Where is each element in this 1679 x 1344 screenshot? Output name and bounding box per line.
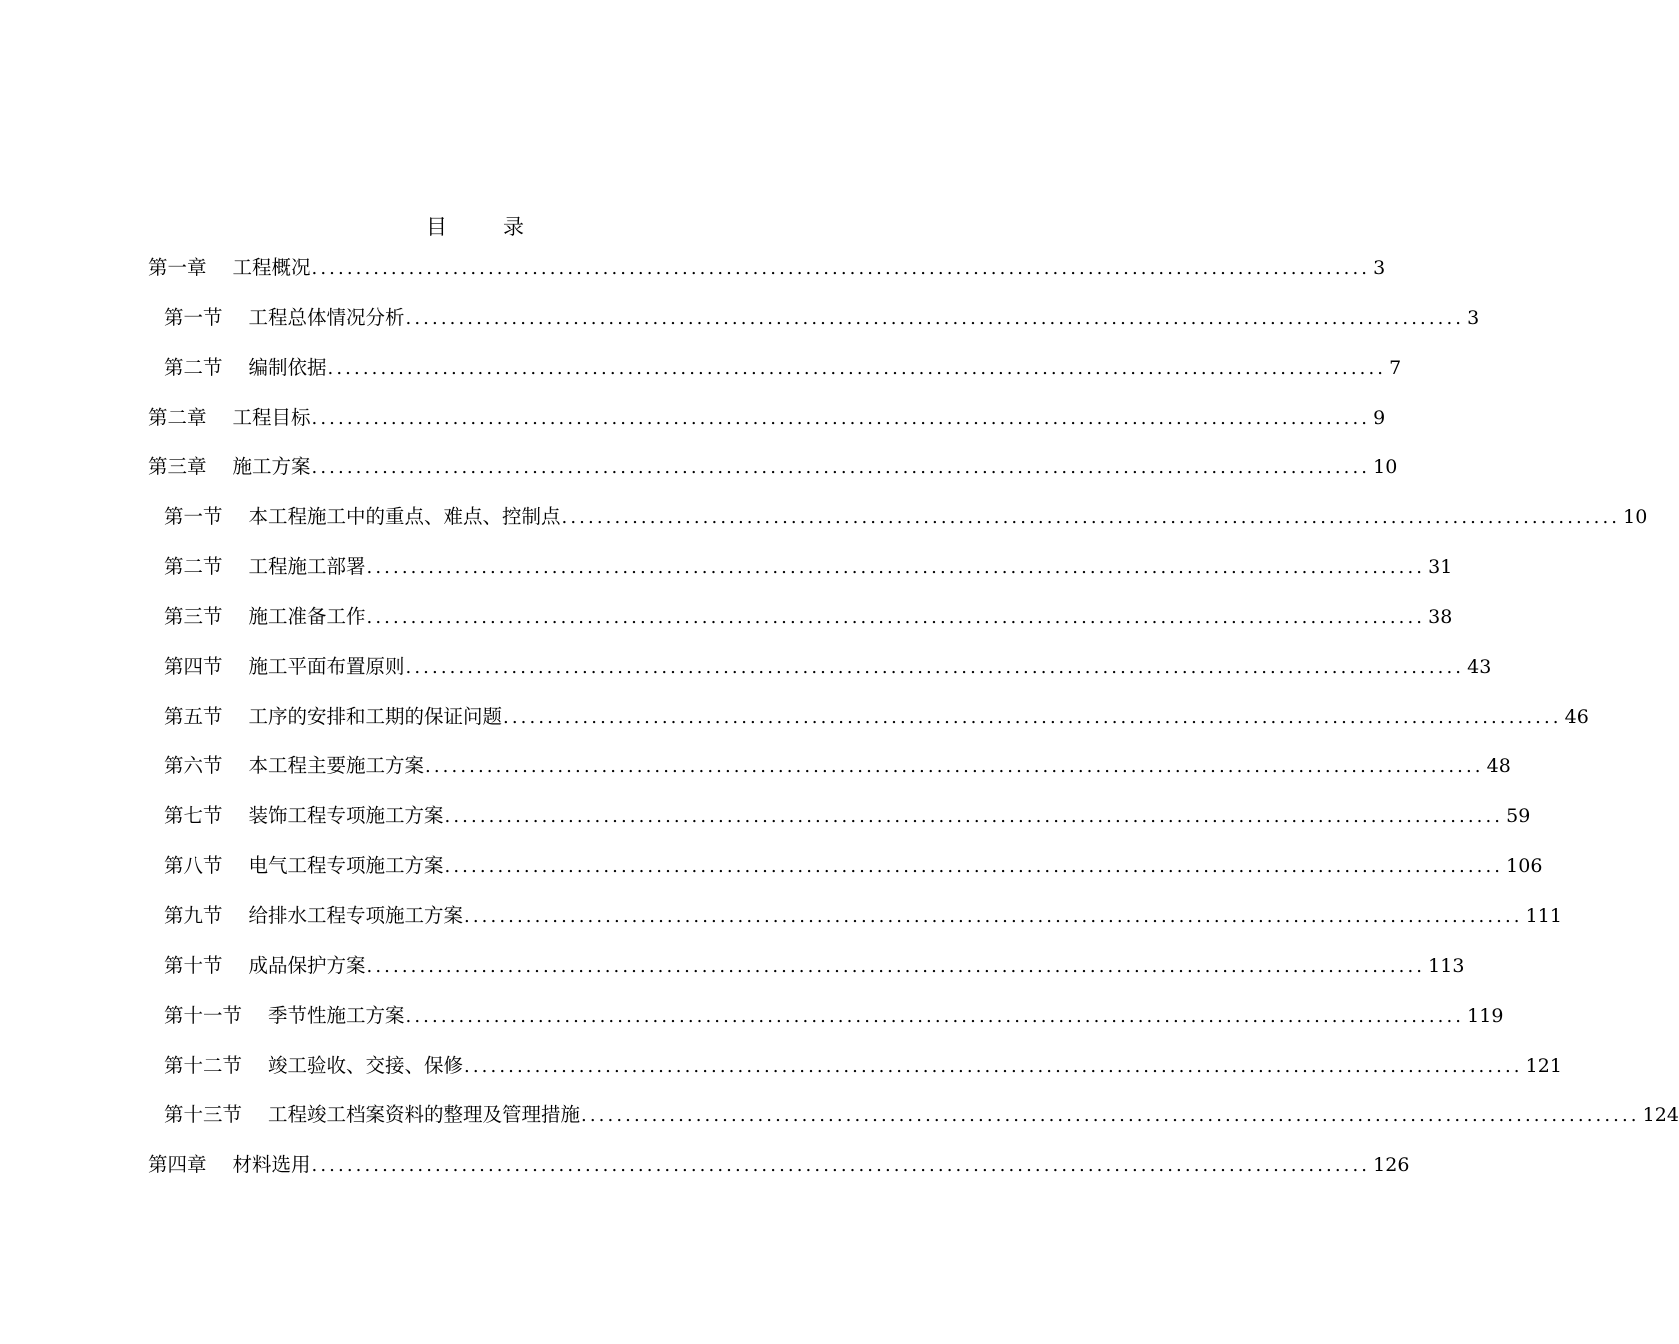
toc-entry-number: 第四章 bbox=[148, 1153, 207, 1177]
toc-dot-leader: ........................................................................................................................ bbox=[366, 606, 1426, 628]
toc-dot-leader: ........................................................................................................................ bbox=[311, 457, 1371, 479]
toc-entry-number: 第一章 bbox=[148, 256, 207, 279]
toc-dot-leader: ........................................................................................................................ bbox=[366, 557, 1426, 579]
toc-entry-page-number: 111 bbox=[1525, 904, 1562, 927]
toc-entry-number: 第一节 bbox=[164, 505, 223, 529]
toc-entry[interactable] bbox=[148, 252, 1386, 302]
toc-entry-page-number: 3 bbox=[1467, 306, 1480, 329]
toc-entry-number: 第十三节 bbox=[164, 1103, 243, 1127]
toc-dot-leader: ........................................................................................................................ bbox=[311, 258, 1371, 279]
toc-entry[interactable] bbox=[148, 900, 1562, 950]
toc-dot-leader: ........................................................................................................................ bbox=[405, 656, 1465, 678]
toc-entry[interactable] bbox=[148, 1099, 1679, 1149]
toc-entry-number: 第十二节 bbox=[164, 1053, 243, 1077]
toc-entry-title: 电气工程专项施工方案 bbox=[248, 854, 444, 878]
toc-entry-page-number: 124 bbox=[1642, 1104, 1679, 1127]
toc-entry-number: 第十一节 bbox=[164, 1003, 243, 1027]
toc-entry-page-number: 46 bbox=[1564, 705, 1589, 728]
toc-dot-leader: ........................................................................................................................ bbox=[405, 307, 1465, 329]
toc-entry-title: 装饰工程专项施工方案 bbox=[248, 804, 444, 828]
toc-entry-title: 材料选用 bbox=[232, 1153, 311, 1177]
toc-entry-title: 季节性施工方案 bbox=[268, 1003, 405, 1027]
toc-dot-leader: ........................................................................................................................ bbox=[561, 507, 1621, 529]
toc-entry-page-number: 121 bbox=[1525, 1054, 1562, 1077]
toc-entry-title: 工程目标 bbox=[232, 405, 311, 429]
toc-entry[interactable] bbox=[148, 1000, 1504, 1050]
toc-entry-number: 第二节 bbox=[164, 555, 223, 579]
toc-dot-leader: ........................................................................................................................ bbox=[311, 1155, 1371, 1177]
toc-entry[interactable] bbox=[148, 1149, 1410, 1199]
toc-entry-page-number: 48 bbox=[1486, 755, 1511, 778]
toc-title bbox=[0, 212, 950, 242]
toc-entry[interactable] bbox=[148, 651, 1492, 701]
toc-entry[interactable] bbox=[148, 701, 1589, 751]
toc-entry-number: 第三章 bbox=[148, 455, 207, 479]
toc-entry-title: 竣工验收、交接、保修 bbox=[268, 1053, 464, 1077]
toc-entry[interactable] bbox=[148, 800, 1531, 850]
toc-entry-number: 第六节 bbox=[164, 754, 223, 778]
toc-dot-leader: ........................................................................................................................ bbox=[311, 407, 1371, 429]
toc-list bbox=[148, 252, 1679, 1199]
toc-entry-number: 第五节 bbox=[164, 704, 223, 728]
toc-entry-number: 第一节 bbox=[164, 305, 223, 329]
toc-entry-title: 施工平面布置原则 bbox=[248, 654, 405, 678]
toc-entry-number: 第二节 bbox=[164, 355, 223, 379]
toc-entry-title: 工程总体情况分析 bbox=[248, 305, 405, 329]
toc-entry-page-number: 3 bbox=[1373, 257, 1386, 279]
toc-title-left: 目 bbox=[426, 215, 447, 239]
toc-dot-leader: ........................................................................................................................ bbox=[366, 955, 1426, 977]
toc-entry-title: 工程概况 bbox=[232, 256, 311, 279]
toc-entry[interactable] bbox=[148, 302, 1480, 352]
toc-entry[interactable] bbox=[148, 402, 1386, 452]
toc-entry-number: 第七节 bbox=[164, 804, 223, 828]
toc-dot-leader: ........................................................................................................................ bbox=[581, 1105, 1640, 1127]
toc-entry-page-number: 9 bbox=[1373, 406, 1386, 429]
toc-entry-title: 工序的安排和工期的保证问题 bbox=[248, 704, 503, 728]
toc-entry-page-number: 106 bbox=[1506, 855, 1543, 878]
toc-entry-title: 给排水工程专项施工方案 bbox=[248, 903, 464, 927]
toc-entry-title: 施工方案 bbox=[232, 455, 311, 479]
toc-dot-leader: ........................................................................................................................ bbox=[405, 1005, 1465, 1027]
toc-entry-number: 第十节 bbox=[164, 953, 223, 977]
toc-entry[interactable] bbox=[148, 601, 1453, 651]
toc-entry[interactable] bbox=[148, 501, 1648, 551]
toc-entry-page-number: 119 bbox=[1467, 1004, 1504, 1027]
toc-entry-title: 工程施工部署 bbox=[248, 555, 366, 579]
toc-entry-page-number: 38 bbox=[1428, 605, 1453, 628]
toc-entry[interactable] bbox=[148, 551, 1453, 601]
toc-entry-page-number: 31 bbox=[1428, 556, 1453, 579]
toc-entry[interactable] bbox=[148, 451, 1398, 501]
toc-entry-number: 第二章 bbox=[148, 405, 207, 429]
toc-entry-number: 第八节 bbox=[164, 854, 223, 878]
toc-dot-leader: ........................................................................................................................ bbox=[503, 706, 1562, 728]
toc-entry[interactable] bbox=[148, 1050, 1562, 1100]
toc-entry-page-number: 10 bbox=[1373, 456, 1398, 479]
toc-entry-title: 成品保护方案 bbox=[248, 953, 366, 977]
toc-entry-number: 第四节 bbox=[164, 654, 223, 678]
toc-entry-title: 施工准备工作 bbox=[248, 604, 366, 628]
toc-entry-page-number: 59 bbox=[1506, 805, 1531, 828]
toc-entry-title: 编制依据 bbox=[248, 355, 327, 379]
toc-entry[interactable] bbox=[148, 850, 1543, 900]
toc-entry-number: 第九节 bbox=[164, 903, 223, 927]
toc-entry-page-number: 126 bbox=[1373, 1154, 1410, 1177]
toc-entry[interactable] bbox=[148, 950, 1465, 1000]
toc-entry[interactable] bbox=[148, 750, 1511, 800]
toc-entry-title: 本工程施工中的重点、难点、控制点 bbox=[248, 505, 561, 529]
toc-entry-title: 工程竣工档案资料的整理及管理措施 bbox=[268, 1103, 581, 1127]
toc-dot-leader: ........................................................................................................................ bbox=[444, 856, 1504, 878]
toc-dot-leader: ........................................................................................................................ bbox=[464, 1055, 1523, 1077]
toc-dot-leader: ........................................................................................................................ bbox=[327, 357, 1387, 379]
toc-entry[interactable] bbox=[148, 352, 1402, 402]
toc-dot-leader: ........................................................................................................................ bbox=[425, 756, 1484, 778]
toc-dot-leader: ........................................................................................................................ bbox=[464, 905, 1523, 927]
toc-title-right: 录 bbox=[503, 215, 524, 239]
toc-entry-page-number: 10 bbox=[1623, 506, 1648, 529]
toc-entry-page-number: 43 bbox=[1467, 655, 1492, 678]
toc-dot-leader: ........................................................................................................................ bbox=[444, 806, 1504, 828]
toc-entry-title: 本工程主要施工方案 bbox=[248, 754, 425, 778]
toc-entry-number: 第三节 bbox=[164, 604, 223, 628]
toc-entry-page-number: 7 bbox=[1389, 356, 1402, 379]
toc-entry-page-number: 113 bbox=[1428, 954, 1465, 977]
